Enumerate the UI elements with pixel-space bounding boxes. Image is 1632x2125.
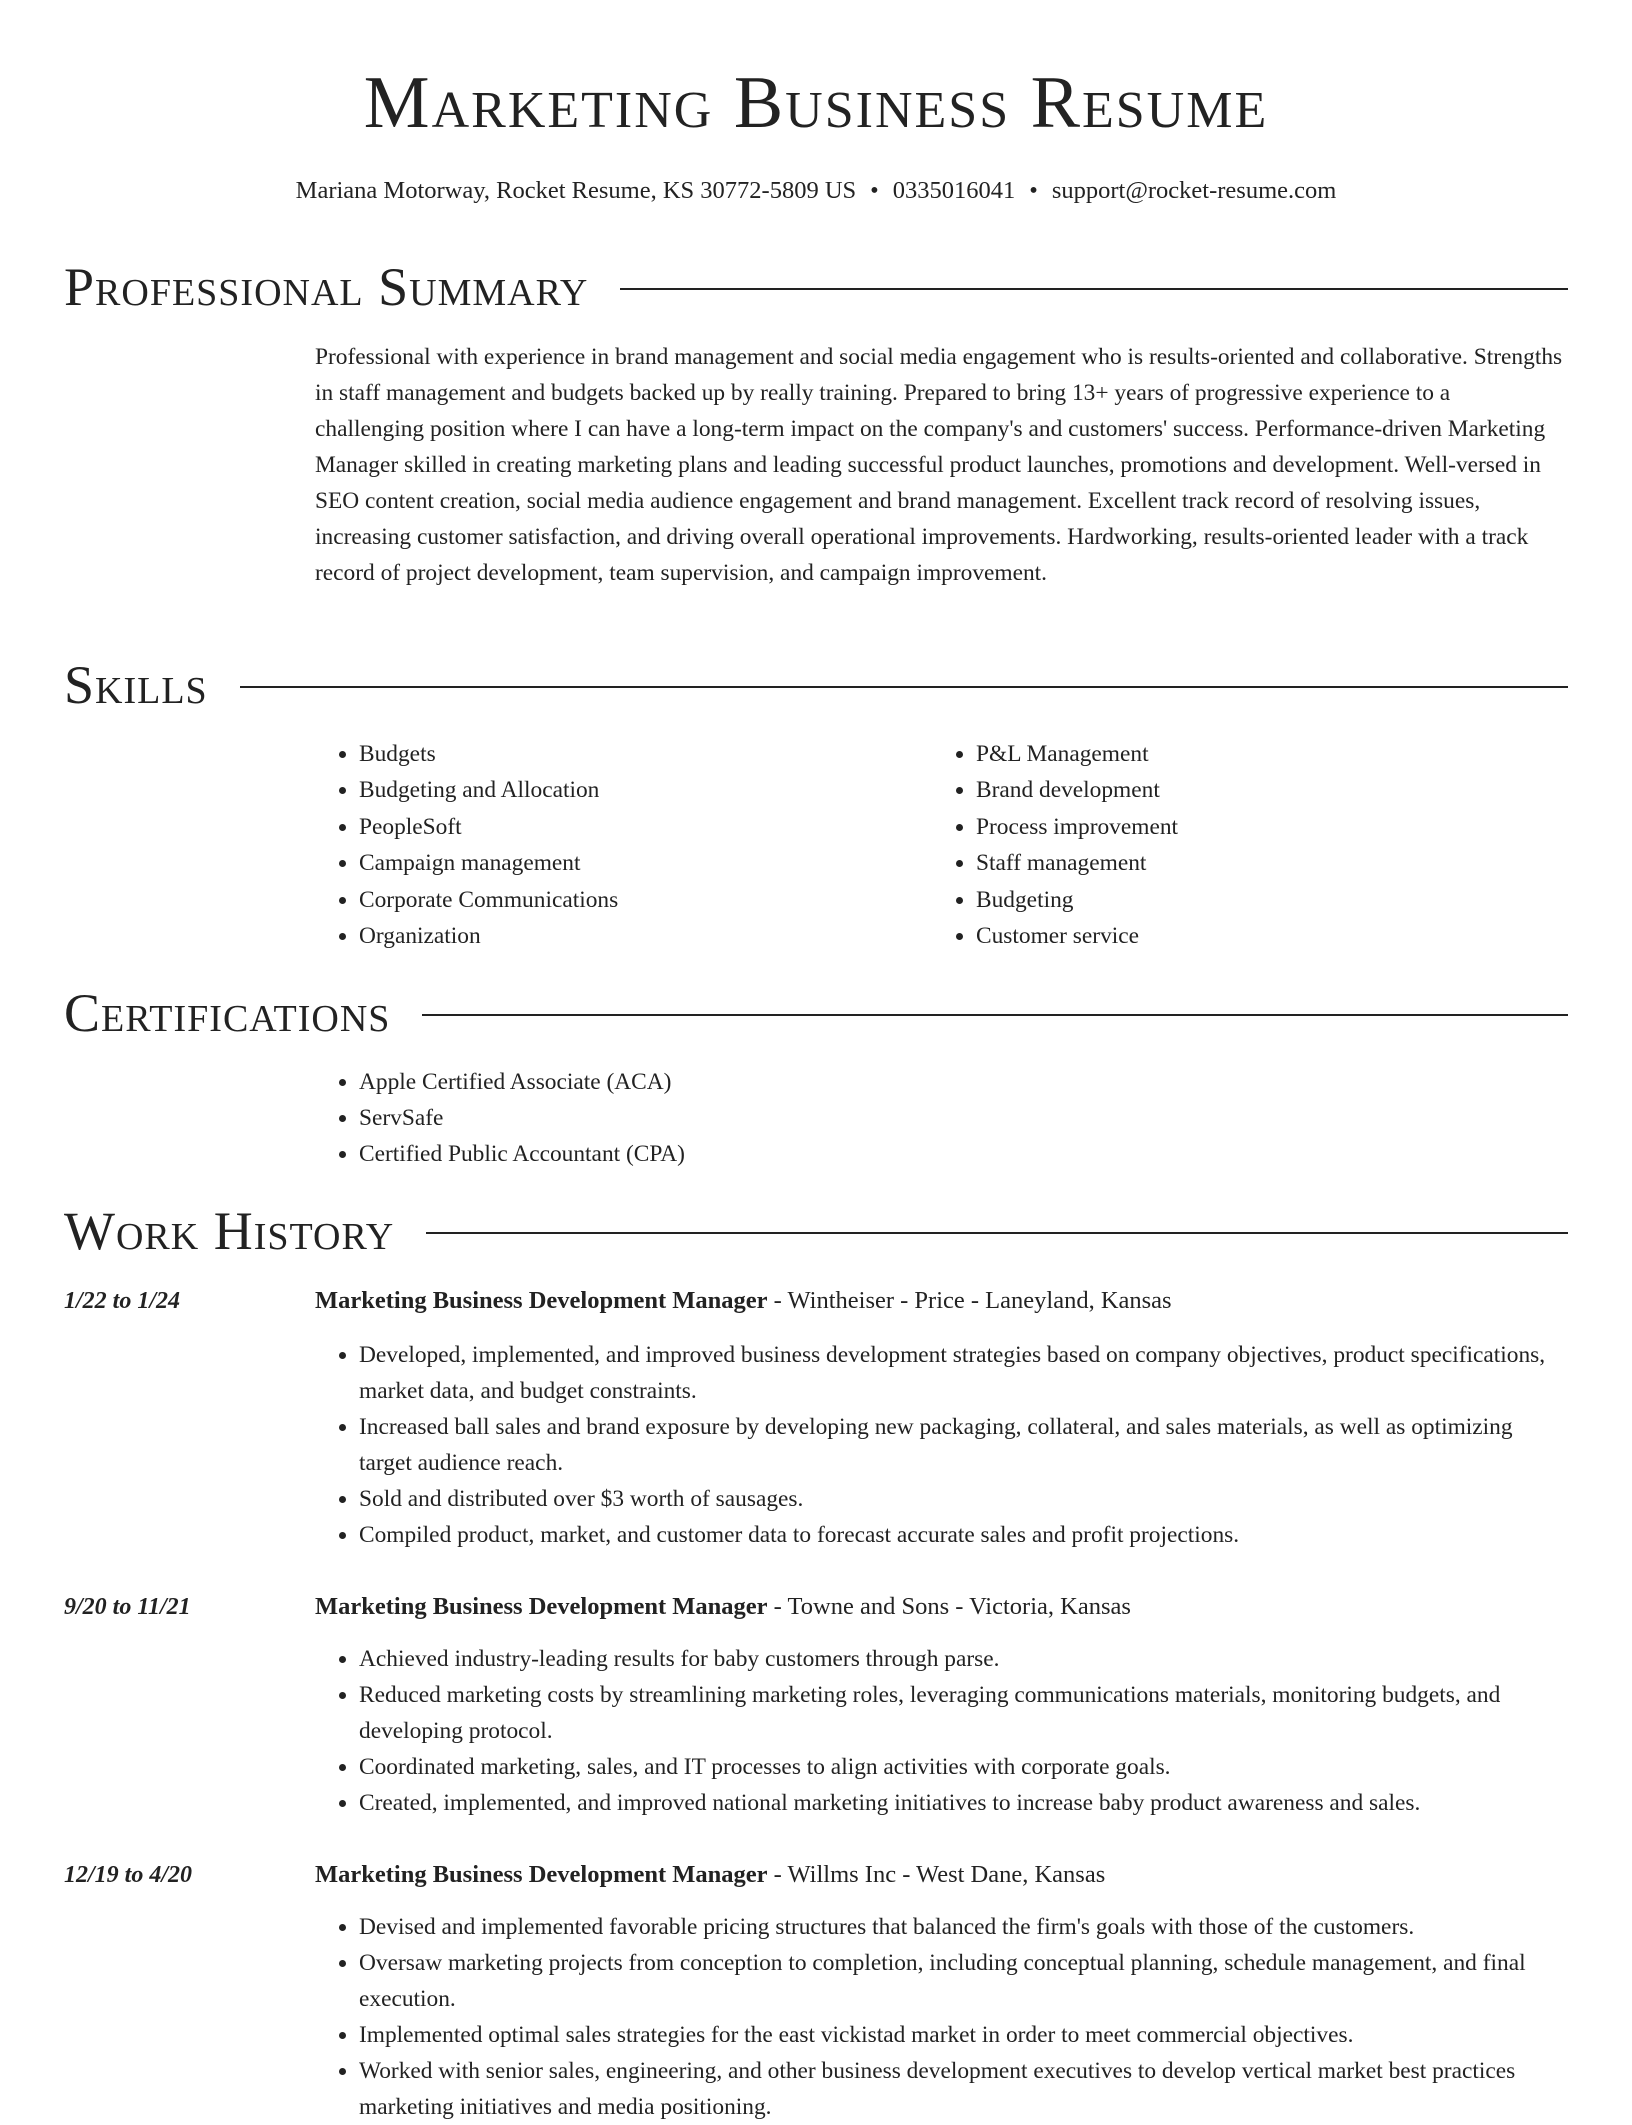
work-heading: Work History — [64, 1201, 395, 1261]
skill-item: • Process improvement — [976, 809, 1549, 845]
section-divider — [620, 288, 1568, 290]
job-bullet: • Achieved industry-leading results for baby customers through parse. — [359, 1641, 1569, 1677]
job-dates: 1/22 to 1/24 — [64, 1288, 181, 1314]
certification-item: • ServSafe — [359, 1100, 685, 1136]
skill-item: • Staff management — [976, 845, 1549, 881]
skill-item: • Customer service — [976, 918, 1549, 954]
job-bullet: • Devised and implemented favorable pricing structures that balanced the firm's goals with those of the customers. — [359, 1909, 1569, 1945]
skill-item: • Budgets — [359, 736, 932, 772]
summary-section-header — [64, 256, 1568, 318]
certifications-list — [315, 1064, 685, 1172]
certifications-heading: Certifications — [64, 983, 391, 1043]
skills-column-right — [932, 736, 1549, 954]
skill-item: • Budgeting and Allocation — [359, 772, 932, 808]
skills-heading: Skills — [64, 655, 208, 715]
contact-email: support@rocket-resume.com — [1051, 177, 1337, 204]
skills-list — [315, 736, 1565, 954]
job-bullet: • Increased ball sales and brand exposure by developing new packaging, collateral, and sales materials, as well as optimizing target audience reach. — [359, 1409, 1569, 1481]
summary-heading: Professional Summary — [64, 257, 589, 317]
summary-text: Professional with experience in brand management and social media engagement who is results-oriented and collaborative. Strengths in staff management and budgets backed up by really training. Prepared to bring 13+ years of progressive experience to a challenging position where I can have a long-term impact on the company's and customers' success. Performance-driven Marketing Manager skilled in creating marketing plans and leading successful product launches, promotions and development. Well-versed in SEO content creation, social media audience engagement and brand management. Excellent track record of resolving issues, increasing customer satisfaction, and driving overall operational improvements. Hardworking, results-oriented leader with a track record of project development, team supervision, and campaign improvement. — [315, 344, 1563, 586]
contact-line — [0, 176, 1632, 206]
skills-section-header — [64, 654, 1568, 716]
contact-separator: • — [1029, 177, 1038, 204]
job-title: Marketing Business Development Manager — [315, 1593, 768, 1620]
job-bullet: • Created, implemented, and improved national marketing initiatives to increase baby product awareness and sales. — [359, 1785, 1569, 1821]
section-divider — [426, 1232, 1568, 1234]
contact-separator: • — [870, 177, 879, 204]
contact-address: Mariana Motorway, Rocket Resume, KS 30772-5809 US — [295, 177, 857, 204]
skill-item: • Campaign management — [359, 845, 932, 881]
job-title-line — [315, 1285, 1172, 1317]
job-company: - Willms Inc - West Dane, Kansas — [767, 1861, 1106, 1888]
job-bullet: • Developed, implemented, and improved business development strategies based on company objectives, product specifications, market data, and budget constraints. — [359, 1337, 1569, 1409]
certification-item: • Apple Certified Associate (ACA) — [359, 1064, 685, 1100]
job-title-line — [315, 1859, 1105, 1891]
job-bullet: • Reduced marketing costs by streamlining marketing roles, leveraging communications materials, monitoring budgets, and developing protocol. — [359, 1677, 1569, 1749]
skill-item: • Organization — [359, 918, 932, 954]
certifications-section-header — [64, 982, 1568, 1044]
job-title: Marketing Business Development Manager — [315, 1861, 768, 1888]
job-company: - Wintheiser - Price - Laneyland, Kansas — [767, 1287, 1172, 1314]
job-title-line — [315, 1591, 1131, 1623]
certification-item: • Certified Public Accountant (CPA) — [359, 1136, 685, 1172]
skill-item: • Corporate Communications — [359, 882, 932, 918]
job-bullet: • Implemented optimal sales strategies for the east vickistad market in order to meet commercial objectives. — [359, 2017, 1569, 2053]
job-bullet: • Coordinated marketing, sales, and IT processes to align activities with corporate goals. — [359, 1749, 1569, 1785]
section-divider — [240, 686, 1568, 688]
job-company: - Towne and Sons - Victoria, Kansas — [767, 1593, 1131, 1620]
job-dates: 9/20 to 11/21 — [64, 1594, 191, 1620]
job-bullets — [315, 1337, 1569, 1553]
job-bullets — [315, 1641, 1569, 1821]
job-dates: 12/19 to 4/20 — [64, 1862, 193, 1888]
skill-item: • P&L Management — [976, 736, 1549, 772]
skill-item: • PeopleSoft — [359, 809, 932, 845]
skill-item: • Budgeting — [976, 882, 1549, 918]
work-section-header — [64, 1200, 1568, 1262]
job-title: Marketing Business Development Manager — [315, 1287, 768, 1314]
contact-phone: 0335016041 — [892, 177, 1016, 204]
job-bullet: • Worked with senior sales, engineering, and other business development executives to develop vertical market best practices marketing initiatives and media positioning. — [359, 2053, 1569, 2125]
section-divider — [422, 1014, 1568, 1016]
job-bullets — [315, 1909, 1569, 2125]
job-bullet: • Oversaw marketing projects from conception to completion, including conceptual planning, schedule management, and final execution. — [359, 1945, 1569, 2017]
skill-item: • Brand development — [976, 772, 1549, 808]
resume-name: Marketing Business Resume — [363, 62, 1269, 144]
skills-column-left — [315, 736, 932, 954]
job-bullet: • Sold and distributed over $3 worth of sausages. — [359, 1481, 1569, 1517]
job-bullet: • Compiled product, market, and customer data to forecast accurate sales and profit projections. — [359, 1517, 1569, 1553]
